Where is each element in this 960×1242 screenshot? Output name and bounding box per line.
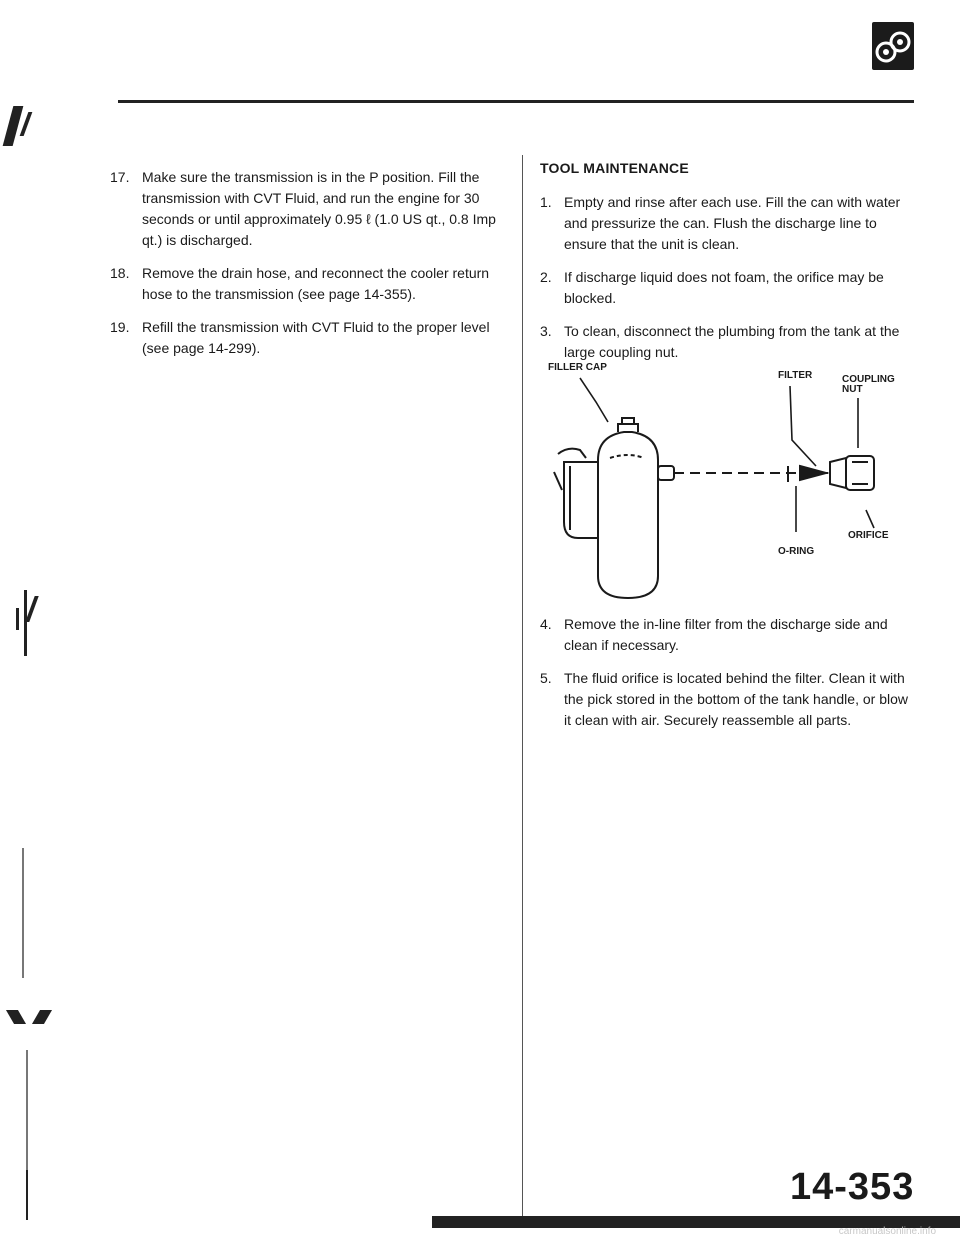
- step-number: 2.: [540, 269, 552, 285]
- header-rule: [118, 100, 914, 103]
- margin-mark: [6, 1010, 26, 1024]
- margin-mark: [26, 1050, 28, 1170]
- page-number: 14-353: [790, 1166, 915, 1208]
- label-filler-cap: FILLER CAP: [548, 362, 607, 373]
- margin-mark: [24, 590, 27, 656]
- step-text: Refill the transmission with CVT Fluid to the proper level (see page 14-299).: [142, 319, 490, 356]
- step-number: 17.: [110, 169, 130, 185]
- margin-mark: [25, 596, 38, 622]
- step-4: [540, 614, 908, 656]
- step-number: 4.: [540, 616, 552, 632]
- label-o-ring: O-RING: [778, 546, 815, 557]
- step-5: [540, 668, 908, 731]
- margin-mark: [22, 848, 24, 978]
- margin-mark: [26, 1170, 28, 1220]
- step-number: 18.: [110, 265, 130, 281]
- step-list-right-top: [540, 192, 908, 363]
- tank-icon: [554, 418, 658, 598]
- step-text: Remove the in-line filter from the discharge side and clean if necessary.: [564, 616, 888, 653]
- section-title: TOOL MAINTENANCE: [540, 160, 689, 176]
- discharge-line: [658, 466, 830, 482]
- right-column-bottom: [540, 614, 908, 743]
- section-logo-icon: [872, 22, 914, 70]
- label-coupling-nut-line2: NUT: [842, 384, 863, 395]
- step-list-right-bottom: [540, 614, 908, 731]
- step-17: [110, 167, 506, 251]
- step-18: [110, 263, 506, 305]
- tool-diagram: [540, 362, 910, 612]
- step-text: Make sure the transmission is in the P position. Fill the transmission with CVT Fluid, and run the engine for 30 seconds or until approximately 0.95 ℓ (1.0 US qt., 0.8 Imp qt.) is discharged.: [142, 169, 496, 248]
- step-list-left: [110, 167, 506, 359]
- left-column: [110, 167, 506, 371]
- step-19: [110, 317, 506, 359]
- watermark: carmanualsonline.info: [838, 1226, 936, 1237]
- step-number: 1.: [540, 194, 552, 210]
- step-1: [540, 192, 908, 255]
- step-text: The fluid orifice is located behind the filter. Clean it with the pick stored in the bottom of the tank handle, or blow it clean with air. Securely reassemble all parts.: [564, 670, 908, 728]
- label-orifice: ORIFICE: [848, 530, 889, 541]
- step-number: 3.: [540, 323, 552, 339]
- step-number: 5.: [540, 670, 552, 686]
- label-coupling-nut-line1: COUPLING: [842, 374, 895, 385]
- label-filter: FILTER: [778, 370, 813, 381]
- column-divider: [522, 155, 523, 1223]
- step-text: If discharge liquid does not foam, the orifice may be blocked.: [564, 269, 884, 306]
- coupling-nut-icon: [830, 456, 874, 490]
- right-column-top: [540, 192, 908, 375]
- step-text: Remove the drain hose, and reconnect the cooler return hose to the transmission (see page 14-355).: [142, 265, 490, 302]
- margin-mark: [3, 106, 24, 146]
- step-2: [540, 267, 908, 309]
- step-text: Empty and rinse after each use. Fill the can with water and pressurize the can. Flush the discharge line to ensure that the unit is clean.: [564, 194, 901, 252]
- margin-mark: [32, 1010, 52, 1024]
- step-3: [540, 321, 908, 363]
- margin-mark: [20, 112, 33, 136]
- step-number: 19.: [110, 319, 130, 335]
- step-text: To clean, disconnect the plumbing from the tank at the large coupling nut.: [564, 323, 900, 360]
- margin-mark: [16, 608, 19, 630]
